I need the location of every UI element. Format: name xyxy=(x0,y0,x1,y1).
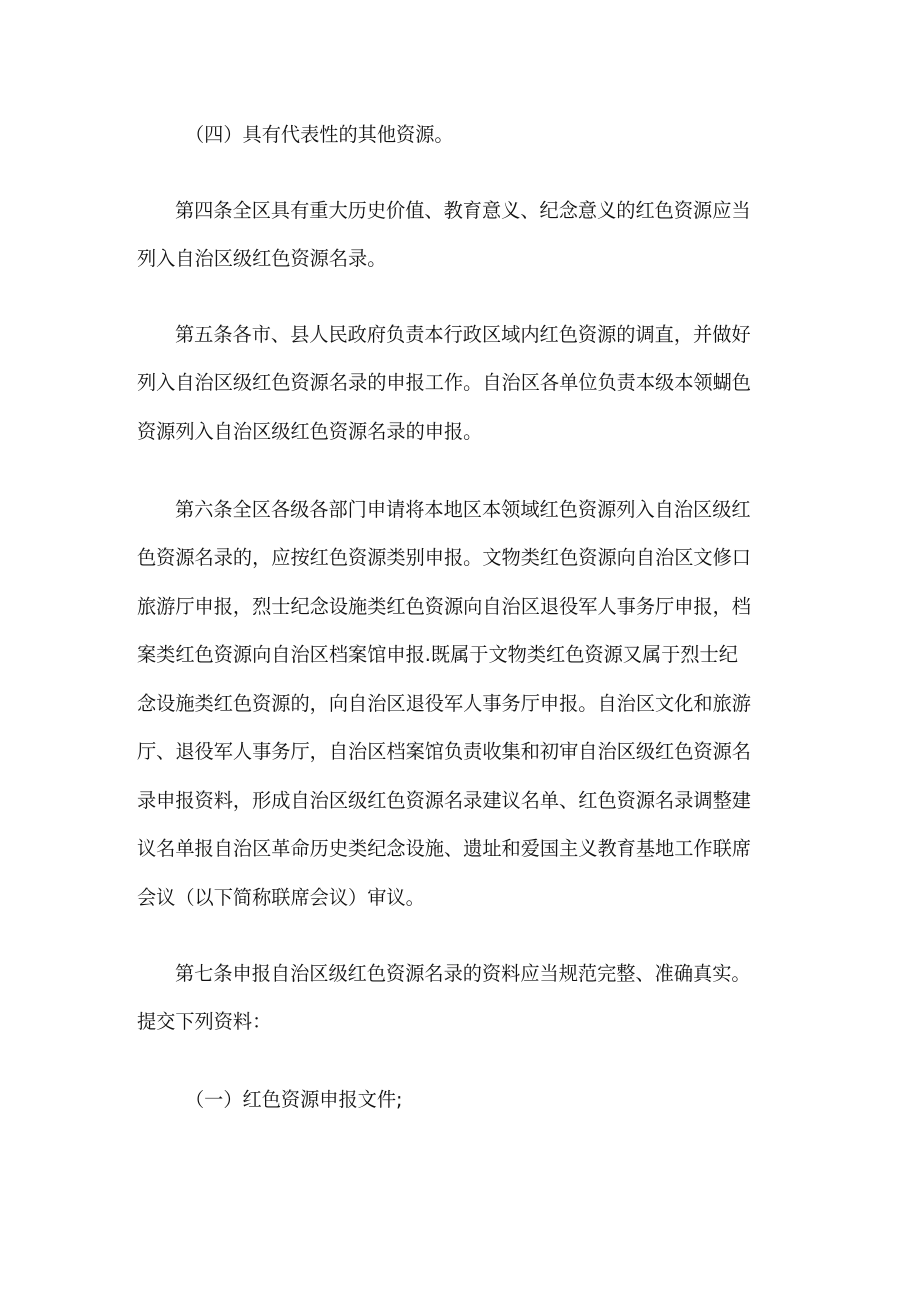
item-one: （一）红色资源申报文件; xyxy=(185,1088,403,1111)
article-six-line: 第六条全区各级各部门申请将本地区本领域红色资源列入自治区级红 xyxy=(175,498,751,521)
article-five-line: 列入自治区级红色资源名录的申报工作。自治区各单位负责本级本领蝴色 xyxy=(137,371,751,394)
article-five-line: 第五条各市、县人民政府负责本行政区域内红色资源的调直，并做好 xyxy=(175,323,751,346)
article-six-line: 会议（以下简称联席会议）审议。 xyxy=(137,886,425,909)
article-four-line: 第四条全区具有重大历史价值、教育意义、纪念意义的红色资源应当 xyxy=(175,199,751,222)
article-four-line: 列入自治区级红色资源名录。 xyxy=(137,247,387,270)
article-six-line: 念设施类红色资源的，向自治区退役军人事务厅申报。自治区文化和旅游 xyxy=(137,692,751,715)
article-five-line: 资源列入自治区级红色资源名录的申报。 xyxy=(137,420,483,443)
article-six-line: 色资源名录的，应按红色资源类别申报。文物类红色资源向自治区文修口 xyxy=(137,546,751,569)
item-four: （四）具有代表性的其他资源。 xyxy=(185,123,454,146)
article-six-line: 旅游厅申报，烈士纪念设施类红色资源向自治区退役军人事务厅申报，档 xyxy=(137,595,751,618)
article-seven-line: 第七条申报自治区级红色资源名录的资料应当规范完整、准确真实。 xyxy=(175,962,751,985)
article-six-line: 厅、退役军人事务厅，自治区档案馆负责收集和初审自治区级红色资源名 xyxy=(137,740,751,763)
article-six-line: 议名单报自治区革命历史类纪念设施、遗址和爱国主义教育基地工作联席 xyxy=(137,837,751,860)
article-six-line: 录申报资料，形成自治区级红色资源名录建议名单、红色资源名录调整建 xyxy=(137,789,751,812)
article-six-line: 案类红色资源向自治区档案馆申报.既属于文物类红色资源又属于烈士纪 xyxy=(137,643,738,666)
article-seven-line: 提交下列资料： xyxy=(137,1010,272,1033)
